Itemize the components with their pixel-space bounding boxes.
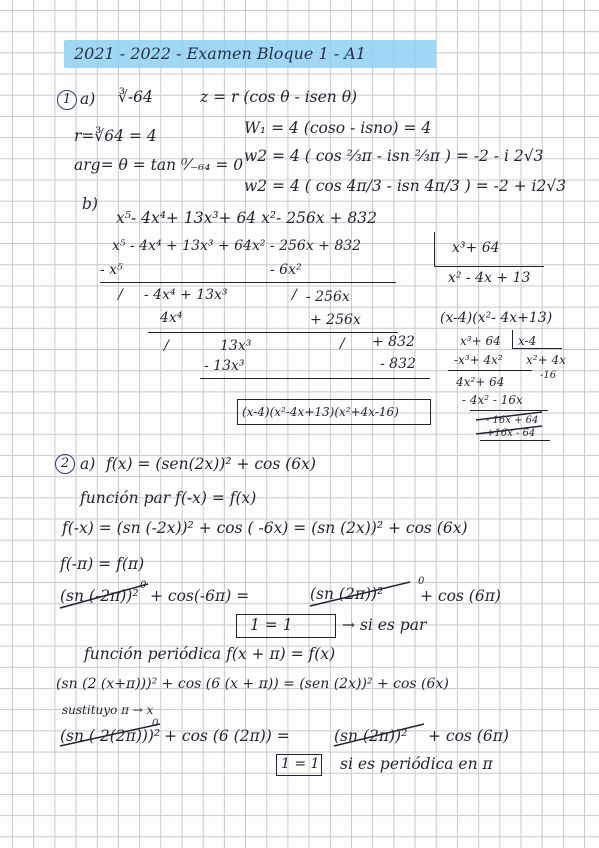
remainder-1-d: - 256x — [306, 289, 350, 305]
root-w2: w2 = 4 ( cos ⅔π - isn ⅔π ) = -2 - i 2√3 — [244, 147, 544, 165]
periodic-conclusion: si es periódica en π — [340, 755, 493, 773]
strike-factor-r4 — [476, 426, 542, 434]
subtraction-2-a: 4x⁴ — [160, 310, 183, 326]
even-conclusion: → si es par — [342, 616, 427, 634]
f-pi-check: f(-π) = f(π) — [60, 555, 145, 573]
division-quotient: x² - 4x + 13 — [448, 270, 531, 286]
factor-r2: - 4x² - 16x — [462, 393, 523, 407]
remainder-2-c: / — [340, 336, 345, 352]
factor-q1: -x³+ 4x² — [454, 353, 503, 367]
strike-factor-r3 — [476, 412, 542, 420]
f-pi-eval-c: (sn (2π))² — [310, 585, 384, 603]
factor-q2: x²+ 4x — [526, 353, 566, 367]
remainder-2-d: + 832 — [372, 334, 415, 350]
cube-root-expression: ∛-64 — [118, 88, 153, 106]
polynomial: x⁵- 4x⁴+ 13x³+ 64 x²- 256x + 832 — [116, 209, 377, 227]
factor-div-a: x³+ 64 — [460, 334, 501, 348]
f-pi-eval-b: + cos(-6π) = — [150, 587, 250, 605]
equality-1: 1 = 1 — [250, 616, 293, 634]
factor-r4: +16x - 64 — [486, 428, 536, 439]
remainder-1-b: - 4x⁴ + 13x³ — [144, 287, 228, 303]
f-pi-eval-d: + cos (6π) — [420, 587, 501, 605]
subtraction-2-b: + 256x — [310, 312, 361, 328]
modulus: r=∛64 = 4 — [74, 127, 157, 145]
periodic-eval-a: (sn ( 2(2π)))² — [60, 727, 161, 745]
substitution-note: sustituyo π → x — [62, 703, 154, 717]
factorization-result: (x-4)(x²-4x+13)(x²+4x-16) — [242, 405, 399, 419]
remainder-1-a: / — [118, 287, 123, 303]
part-b-label: b) — [82, 195, 98, 213]
f-negative-x: f(-x) = (sn (-2x))² + cos ( -6x) = (sn (2x))² + cos (6x) — [62, 519, 468, 537]
factor-div-b: x-4 — [518, 334, 537, 348]
factor-form: (x-4)(x²- 4x+13) — [440, 310, 553, 326]
polar-form: z = r (cos θ - isen θ) — [200, 88, 358, 106]
periodic-equation: (sn (2 (x+π)))² + cos (6 (x + π)) = (sen (2x))² + cos (6x) — [56, 676, 449, 692]
root-w1: W₁ = 4 (coso - isno) = 4 — [244, 119, 432, 137]
subtraction-3-a: - 13x³ — [204, 358, 245, 374]
superscript-zero-a: 0 — [140, 580, 147, 591]
remainder-2-b: 13x³ — [220, 338, 252, 354]
division-dividend: x⁵ - 4x⁴ + 13x³ + 64x² - 256x + 832 — [112, 238, 362, 254]
equality-2: 1 = 1 — [281, 756, 320, 772]
division-divisor: x³+ 64 — [452, 240, 500, 256]
strike-sin-2pi-b — [334, 724, 424, 746]
periodic-eval-b: + cos (6 (2π)) = — [164, 727, 290, 745]
factor-m16: -16 — [540, 370, 557, 381]
strike-sin-minus-2pi — [60, 584, 148, 608]
even-function-heading: función par f(-x) = f(x) — [80, 489, 257, 507]
f-pi-eval-a: (sn (-2π))² — [60, 587, 139, 605]
part-a-label: a) — [80, 90, 96, 108]
periodic-heading: función periódica f(x + π) = f(x) — [84, 645, 336, 663]
argument: arg= θ = tan ⁰⁄₋₆₄ = 0 — [74, 156, 244, 174]
remainder-1-c: / — [292, 287, 297, 303]
page-title: 2021 - 2022 - Examen Bloque 1 - A1 — [74, 44, 366, 63]
periodic-eval-c: (sn (2π))² — [334, 727, 408, 745]
strike-sin-2pi — [310, 582, 410, 606]
remainder-2-a: / — [164, 338, 169, 354]
subtraction-3-b: - 832 — [380, 356, 416, 372]
factor-r1: 4x²+ 64 — [456, 375, 505, 389]
superscript-zero-b: 0 — [418, 576, 425, 587]
part-a-label-2: a) — [80, 455, 96, 473]
root-w3: w2 = 4 ( cos 4π/3 - isn 4π/3 ) = -2 + i2√3 — [244, 177, 567, 195]
superscript-zero-c: 0 — [152, 718, 159, 729]
function-definition: f(x) = (sen(2x))² + cos (6x) — [106, 455, 316, 473]
factor-r3: - 16x + 64 — [486, 415, 539, 426]
periodic-eval-d: + cos (6π) — [428, 727, 509, 745]
exercise-number-2: 2 — [55, 454, 75, 474]
subtraction-1-b: - 6x² — [270, 262, 302, 278]
exercise-number-1: 1 — [57, 90, 77, 110]
subtraction-1-a: - x⁵ — [100, 262, 123, 278]
strike-sin-4pi — [60, 724, 160, 746]
